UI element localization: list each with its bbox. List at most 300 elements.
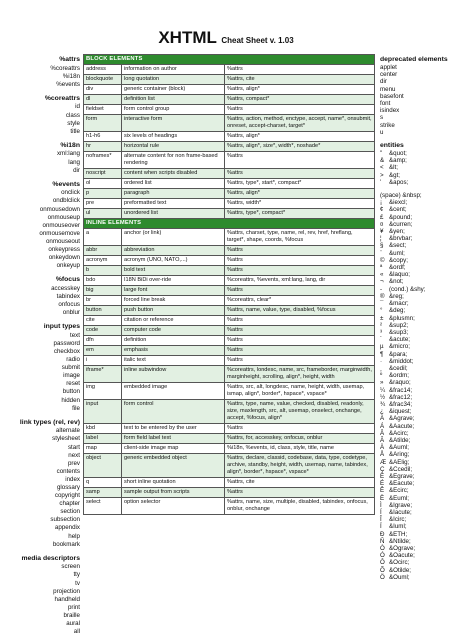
entity-glyph: Ö <box>380 573 385 581</box>
element-description-cell: ordered list <box>122 179 225 189</box>
entity-row <box>380 315 450 322</box>
entity-glyph: Ñ <box>380 537 385 545</box>
entity-row <box>380 387 450 394</box>
element-name-cell: p <box>84 189 122 199</box>
attribute-item: handheld <box>54 595 80 603</box>
element-attributes-cell: %attrs, cite <box>225 75 375 85</box>
element-attributes-cell: %attrs <box>225 152 375 169</box>
entity-glyph: ¼ <box>380 386 386 394</box>
element-attributes-cell: %attrs, src, alt, longdesc, name, height, width, usemap, ismap, align*, border*, hspace*, vspace* <box>225 383 375 400</box>
table-row <box>84 229 375 246</box>
entity-code: &Oacute; <box>389 552 415 560</box>
entity-glyph: Õ <box>380 566 385 574</box>
entity-row <box>380 164 450 171</box>
entity-glyph: ± <box>380 314 384 322</box>
element-attributes-cell: %attrs, width* <box>225 199 375 209</box>
attribute-item: glossary <box>56 484 80 491</box>
attribute-item: dir <box>73 166 80 174</box>
element-attributes-cell: %attrs, name, size, multiple, disabled, tabindex, onfocus, onblur, onchange <box>225 498 375 515</box>
attribute-item: onmousedown <box>39 205 80 213</box>
element-attributes-cell: %attrs <box>225 105 375 115</box>
element-description-cell: client-side image map <box>122 444 225 454</box>
entity-code: &sect; <box>389 242 407 250</box>
element-name-cell: pre <box>84 199 122 209</box>
entity-row <box>380 358 450 365</box>
entity-code: &Agrave; <box>389 415 415 423</box>
attribute-item: reset <box>66 380 80 388</box>
element-description-cell: generic container (block) <box>122 85 225 95</box>
entity-code: &Ccedil; <box>389 465 413 473</box>
table-row <box>84 152 375 169</box>
table-row <box>84 142 375 152</box>
entity-row <box>380 451 450 458</box>
element-name-cell: dl <box>84 95 122 105</box>
table-row <box>84 346 375 356</box>
entity-glyph: È <box>380 472 385 480</box>
table-row <box>84 199 375 209</box>
attribute-item: contents <box>56 467 80 475</box>
entity-glyph: Ã <box>380 436 385 444</box>
entity-row <box>380 250 450 257</box>
entity-code: &ordf; <box>389 264 406 272</box>
element-attributes-cell: %attrs, name, value, type, disabled, %focus <box>225 306 375 316</box>
entity-code: &Euml; <box>389 494 409 502</box>
entity-row <box>380 444 450 451</box>
deprecated-element: s <box>380 114 384 122</box>
attribute-item: start <box>67 443 80 451</box>
entity-glyph: & <box>380 157 385 165</box>
element-name-cell: code <box>84 326 122 336</box>
entity-row <box>380 545 450 552</box>
table-row <box>84 169 375 179</box>
title-sub: Cheat Sheet v. 1.03 <box>221 36 294 45</box>
attribute-item: onmousemove <box>39 229 80 237</box>
element-description-cell: push button <box>122 306 225 316</box>
attribute-group-heading: link types (rel, rev) <box>19 418 80 426</box>
entity-code: &macr; <box>389 300 409 308</box>
entity-row <box>380 365 450 372</box>
element-description-cell: emphasis <box>122 346 225 356</box>
title-main: XHTML <box>158 28 217 47</box>
entity-code: &Egrave; <box>389 472 415 480</box>
attribute-item: next <box>68 451 80 459</box>
entity-row <box>380 516 450 523</box>
entity-glyph: ² <box>380 321 383 329</box>
entity-row <box>380 372 450 379</box>
element-attributes-cell: %attrs <box>225 65 375 75</box>
attribute-item: onmouseover <box>42 221 80 229</box>
element-name-cell: br <box>84 296 122 306</box>
element-name-cell: iframe* <box>84 366 122 383</box>
attribute-item: style <box>67 119 80 127</box>
entity-glyph: » <box>380 379 384 387</box>
element-description-cell: preformatted text <box>122 199 225 209</box>
entity-row <box>380 286 450 293</box>
attribute-item: screen <box>61 563 80 571</box>
entity-code: &reg; <box>389 292 404 300</box>
element-attributes-cell: %coreattrs, clear* <box>225 296 375 306</box>
entity-row <box>380 199 450 206</box>
entity-glyph: ¡ <box>380 199 383 207</box>
entity-row <box>380 264 450 271</box>
entity-glyph: ¬ <box>380 278 384 286</box>
entity-code: &Acirc; <box>389 429 409 437</box>
table-row <box>84 65 375 75</box>
table-row <box>84 400 375 424</box>
table-row <box>84 326 375 336</box>
entity-glyph: Î <box>380 516 382 524</box>
element-name-cell: i <box>84 356 122 366</box>
entity-code: &plusmn; <box>389 314 415 322</box>
entity-code: &apos; <box>389 178 409 186</box>
element-description-cell: sample output from scripts <box>122 488 225 498</box>
attribute-item: radio <box>66 356 80 364</box>
table-row <box>84 383 375 400</box>
entity-glyph: Ë <box>380 494 385 502</box>
table-row <box>84 336 375 346</box>
entity-glyph: ¾ <box>380 400 386 408</box>
entity-row <box>380 157 450 164</box>
element-description-cell: generic embedded object <box>122 454 225 478</box>
table-row <box>84 316 375 326</box>
entity-code: &Aacute; <box>389 422 415 430</box>
entity-glyph: Â <box>380 429 385 437</box>
element-name-cell: object <box>84 454 122 478</box>
entity-glyph: ´ <box>380 336 383 344</box>
attribute-group-heading: %attrs <box>59 56 80 63</box>
attribute-item: tabindex <box>56 292 80 300</box>
entity-row <box>380 552 450 559</box>
table-row <box>84 105 375 115</box>
section-title: BLOCK ELEMENTS <box>84 55 375 65</box>
entity-code: &cent; <box>389 206 407 214</box>
entity-row <box>380 459 450 466</box>
entity-code: &micro; <box>389 343 410 351</box>
element-attributes-cell: %attrs, align* <box>225 189 375 199</box>
element-name-cell: b <box>84 266 122 276</box>
element-attributes-cell: %attrs <box>225 246 375 256</box>
entity-code: &Ograve; <box>389 545 416 552</box>
entity-row <box>380 415 450 422</box>
element-name-cell: map <box>84 444 122 454</box>
attribute-item: aural <box>66 620 80 627</box>
attribute-item: onmouseout <box>45 237 80 245</box>
entity-code: &acute; <box>389 336 410 344</box>
attribute-item: onmouseup <box>47 213 80 221</box>
entity-row <box>380 401 450 408</box>
element-description-cell: six levels of headings <box>122 132 225 142</box>
element-description-cell: unordered list <box>122 209 225 219</box>
entity-row <box>380 480 450 487</box>
entity-code: &AElig; <box>389 458 410 466</box>
entity-row <box>380 307 450 314</box>
entity-glyph: Ì <box>380 501 382 509</box>
element-name-cell: form <box>84 115 122 132</box>
element-attributes-cell: %attrs, type, name, value, checked, disabled, readonly, size, maxlength, src, alt, usemap, onselect, onchange, accept, %focus, align* <box>225 400 375 424</box>
element-description-cell: embedded image <box>122 383 225 400</box>
deprecated-heading: deprecated elements <box>380 56 448 63</box>
element-name-cell: samp <box>84 488 122 498</box>
entity-code: &uml; <box>389 249 405 257</box>
element-description-cell: long quotation <box>122 75 225 85</box>
entity-code: &Ecirc; <box>389 487 409 495</box>
entity-code: &Iacute; <box>389 508 412 516</box>
table-row <box>84 434 375 444</box>
element-name-cell: bdo <box>84 276 122 286</box>
entity-row <box>380 379 450 386</box>
entity-code: &frac34; <box>389 400 413 408</box>
attribute-item: submit <box>61 364 80 372</box>
attribute-item: image <box>63 372 80 380</box>
table-row <box>84 488 375 498</box>
attribute-item: onblur <box>62 309 80 317</box>
entity-glyph: ¯ <box>380 300 384 308</box>
element-description-cell: interactive form <box>122 115 225 132</box>
element-name-cell: select <box>84 498 122 515</box>
entity-glyph: « <box>380 271 384 279</box>
element-attributes-cell: %attrs <box>225 286 375 296</box>
entity-row <box>380 293 450 300</box>
table-row <box>84 189 375 199</box>
attribute-item: ondblclick <box>52 197 80 205</box>
entity-row <box>380 343 450 350</box>
deprecated-entities-column <box>380 56 450 581</box>
element-description-cell: short inline quotation <box>122 478 225 488</box>
entity-row <box>380 242 450 249</box>
element-description-cell: bold text <box>122 266 225 276</box>
entity-glyph: Æ <box>380 458 387 466</box>
entity-row <box>380 487 450 494</box>
entity-glyph: º <box>380 372 383 380</box>
attribute-item: section <box>60 508 80 516</box>
table-row <box>84 75 375 85</box>
element-description-cell: inline subwindow <box>122 366 225 383</box>
entity-code: &pound; <box>389 213 413 221</box>
element-name-cell: acronym <box>84 256 122 266</box>
entity-row <box>380 336 450 343</box>
element-attributes-cell: %attrs <box>225 326 375 336</box>
attribute-item: button <box>62 388 80 396</box>
element-attributes-cell: %attrs <box>225 336 375 346</box>
attribute-item: onclick <box>61 189 80 197</box>
table-row <box>84 276 375 286</box>
attribute-item: onfocus <box>58 301 80 309</box>
element-name-cell: ul <box>84 209 122 219</box>
entity-glyph: Ð <box>380 530 385 538</box>
entity-glyph: · <box>380 357 383 365</box>
section-title: INLINE ELEMENTS <box>84 219 375 229</box>
element-name-cell: ol <box>84 179 122 189</box>
attribute-item: file <box>72 404 80 412</box>
entity-glyph: > <box>380 171 384 179</box>
entity-glyph: ½ <box>380 393 386 401</box>
element-attributes-cell: %attrs, charset, type, name, rel, rev, href, hreflang, target*, shape, coords, %focus <box>225 229 375 246</box>
attribute-item: all <box>73 628 80 636</box>
table-row <box>84 95 375 105</box>
entity-glyph: Ô <box>380 559 385 567</box>
entity-glyph: É <box>380 480 385 488</box>
entity-glyph: Ó <box>380 552 385 560</box>
entity-row <box>380 437 450 444</box>
attribute-group-heading: %i18n <box>60 141 80 149</box>
element-description-cell: form control group <box>122 105 225 115</box>
space-entity: (space) &nbsp; <box>380 192 422 200</box>
entity-code: (cond.) &shy; <box>389 285 426 293</box>
entity-glyph: Ï <box>380 523 382 531</box>
element-attributes-cell: %attrs <box>225 488 375 498</box>
attribute-item: tty <box>73 571 80 579</box>
attribute-item: alternate <box>55 427 80 435</box>
attribute-item: %i18n <box>62 72 80 80</box>
table-row <box>84 306 375 316</box>
element-name-cell: q <box>84 478 122 488</box>
entity-code: &iquest; <box>389 408 412 416</box>
attribute-item: text <box>70 331 80 339</box>
entity-row <box>380 423 450 430</box>
element-name-cell: kbd <box>84 424 122 434</box>
entity-glyph: Å <box>380 451 385 459</box>
attribute-item: title <box>70 127 80 135</box>
element-description-cell: citation or reference <box>122 316 225 326</box>
element-name-cell: img <box>84 383 122 400</box>
attribute-group-heading: %coreattrs <box>44 94 80 102</box>
element-description-cell: content when scripts disabled <box>122 169 225 179</box>
element-attributes-cell: %coreattrs, londesc, name, src, frameborder, marginwidth, marginheight, scrolling, align*, height, width <box>225 366 375 383</box>
entity-glyph: § <box>380 242 384 250</box>
entities-heading: entities <box>380 142 404 150</box>
entity-row <box>380 466 450 473</box>
element-description-cell: horizontal rule <box>122 142 225 152</box>
attribute-item: %events <box>56 80 80 88</box>
elements-table <box>83 54 375 515</box>
entity-code: &not; <box>389 278 404 286</box>
entity-glyph: Ç <box>380 465 385 473</box>
table-row <box>84 478 375 488</box>
entity-code: &Ntilde; <box>389 537 411 545</box>
element-attributes-cell: %attrs, type*, compact* <box>225 209 375 219</box>
element-name-cell: a <box>84 229 122 246</box>
entity-glyph: Ò <box>380 545 385 552</box>
entity-glyph: < <box>380 164 384 172</box>
attribute-item: chapter <box>59 500 80 508</box>
entity-glyph: Ä <box>380 444 385 452</box>
element-name-cell: noscript <box>84 169 122 179</box>
entity-code: &Icirc; <box>389 516 407 524</box>
attribute-item: onkeypress <box>48 245 80 253</box>
entity-code: &ordm; <box>389 372 409 380</box>
deprecated-element: menu <box>380 85 396 93</box>
element-attributes-cell: %attrs <box>225 169 375 179</box>
elements-table-wrap <box>83 54 374 515</box>
entity-code: &cedil; <box>389 364 408 372</box>
entity-code: &iexcl; <box>389 199 408 207</box>
entity-code: &Iuml; <box>389 523 407 531</box>
entity-glyph: ' <box>380 178 382 186</box>
entity-row <box>380 509 450 516</box>
entity-code: &Igrave; <box>389 501 413 509</box>
attribute-item: copyright <box>54 492 80 500</box>
element-name-cell: input <box>84 400 122 424</box>
element-description-cell: large font <box>122 286 225 296</box>
element-attributes-cell: %coreattrs, %events, xml:lang, lang, dir <box>225 276 375 286</box>
entity-code: &Aring; <box>389 451 410 459</box>
entity-row <box>380 408 450 415</box>
entity-row <box>380 206 450 213</box>
entity-code: &deg; <box>389 307 406 315</box>
entity-glyph: ® <box>380 292 385 300</box>
element-name-cell: noframes* <box>84 152 122 169</box>
entity-code: &ETH; <box>389 530 408 538</box>
entity-code: &Ouml; <box>389 573 410 581</box>
element-name-cell: fieldset <box>84 105 122 115</box>
table-row <box>84 209 375 219</box>
attribute-item: lang <box>68 158 80 166</box>
element-name-cell: label <box>84 434 122 444</box>
table-row <box>84 296 375 306</box>
element-attributes-cell: %attrs <box>225 316 375 326</box>
entity-code: &copy; <box>389 256 408 264</box>
attribute-item: index <box>65 475 80 483</box>
attribute-item: projection <box>53 587 80 595</box>
element-description-cell: definition list <box>122 95 225 105</box>
attribute-item: onkeyup <box>56 262 80 270</box>
entity-code: &yen; <box>389 228 405 236</box>
entity-code: &Ocirc; <box>389 559 410 567</box>
element-name-cell: div <box>84 85 122 95</box>
entity-code: &quot; <box>389 150 407 158</box>
element-description-cell: alternate content for non frame-based rendering <box>122 152 225 169</box>
element-description-cell: form control <box>122 400 225 424</box>
element-description-cell: definition <box>122 336 225 346</box>
element-description-cell: option selector <box>122 498 225 515</box>
entity-glyph: ¢ <box>380 206 384 214</box>
attribute-group-heading: input types <box>43 323 80 331</box>
element-attributes-cell: %attrs, align*, size*, width*, noshade* <box>225 142 375 152</box>
table-row <box>84 424 375 434</box>
element-attributes-cell: %attrs <box>225 424 375 434</box>
entity-row <box>380 502 450 509</box>
entity-row <box>380 567 450 574</box>
entity-glyph: ° <box>380 307 383 315</box>
entity-row <box>380 179 450 186</box>
element-description-cell: text to be entered by the user <box>122 424 225 434</box>
entity-code: &middot; <box>389 357 414 365</box>
element-name-cell: abbr <box>84 246 122 256</box>
attribute-groups-column <box>2 56 80 636</box>
element-name-cell: blockquote <box>84 75 122 85</box>
entity-glyph: ³ <box>380 328 383 336</box>
element-description-cell: anchor (or link) <box>122 229 225 246</box>
attribute-item: %coreattrs <box>50 64 80 72</box>
entity-row <box>380 257 450 264</box>
table-row <box>84 246 375 256</box>
element-name-cell: em <box>84 346 122 356</box>
attribute-item: id <box>75 103 80 111</box>
entity-row <box>380 559 450 566</box>
attribute-item: tv <box>75 579 80 587</box>
entity-row <box>380 495 450 502</box>
entity-row <box>380 235 450 242</box>
entity-code: &raquo; <box>389 379 411 387</box>
entity-glyph: Ê <box>380 487 385 495</box>
deprecated-element: isindex <box>380 107 400 115</box>
attribute-item: print <box>67 603 80 611</box>
deprecated-element: font <box>380 100 391 108</box>
element-name-cell: address <box>84 65 122 75</box>
entity-row <box>380 473 450 480</box>
attribute-group-heading: media descriptors <box>21 554 80 562</box>
entity-glyph: ª <box>380 264 383 272</box>
